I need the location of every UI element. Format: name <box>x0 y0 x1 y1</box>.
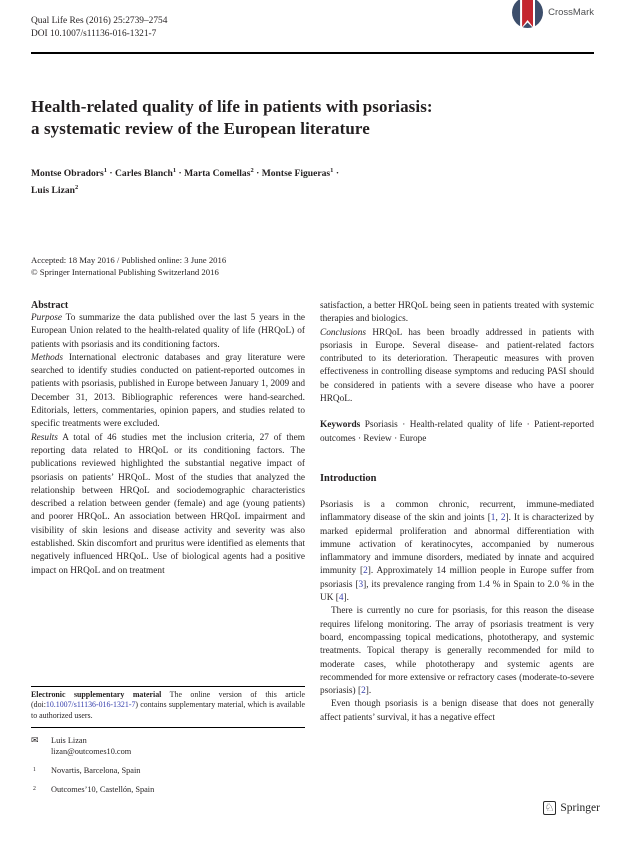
author-name: Marta Comellas$^2$ <box>184 167 254 180</box>
page-header <box>31 0 594 54</box>
methods-label: Methods <box>31 352 64 363</box>
publication-dates <box>31 255 594 279</box>
right-column <box>320 300 594 795</box>
results-text: A total of 46 studies met the inclusion criteria, 27 of them reporting data related to HRQoL or its conditioning factors. The publications reviewed highlighted the substantial negative impact of psoriasis on patients’ HRQoL. Most of the studies that analyzed the relationship between HRQoL and sociodemographic characteristics described a relation between gender (female) and age (young patients) and poorer HRQoL. An association between HRQoL impairment and visibility of skin lesions and disease activity and severity was also established. Skin discomfort and pruritus were identified as elements that negatively influenced HRQoL. Use of biological agents had a positive impact on HRQoL and on treatment <box>31 432 305 576</box>
left-column <box>31 300 305 795</box>
affiliations-list <box>31 765 305 795</box>
author-name: Carles Blanch$^1$ <box>115 167 177 180</box>
supplementary-note <box>31 687 305 727</box>
article-title-line1: Health-related quality of life in patients with psoriasis: <box>31 97 433 116</box>
supplementary-pre: The online version of this article (doi: <box>31 689 305 710</box>
abstract-purpose <box>31 312 305 352</box>
keywords-text: Psoriasis · Health-related quality of life · Patient-reported outcomes · Review · Europe <box>320 420 594 444</box>
springer-horse-icon: ♘ <box>544 802 555 814</box>
springer-label: Springer <box>560 802 600 814</box>
keywords-block <box>320 419 594 446</box>
correspondence-block <box>31 728 305 757</box>
methods-text: International electronic databases and gray literature were searched to identify studies conducted on patient-reported outcomes in patients with psoriasis, published in Europe between January 1, 2009 and December 31, 2013. Bibliographic references were hand-searched. Editorials, letters, commentaries, opinion papers, and studies related to specific treatments were excluded. <box>31 352 305 430</box>
supplementary-post: ) contains supplementary material, which is available to authorized users. <box>31 700 305 720</box>
corresponding-author-email[interactable]: lizan@outcomes10.com <box>51 746 132 756</box>
crossmark-label: CrossMark <box>548 7 594 18</box>
citation-link[interactable]: 3 <box>358 579 364 590</box>
purpose-text: To summarize the data published over the last 5 years in the European Union related to the health-related quality of life (HRQoL) of patients with psoriasis and its conditioning factors. <box>31 312 305 350</box>
article-title-line2: a systematic review of the European literature <box>31 119 370 138</box>
copyright-line: © Springer International Publishing Switzerland 2016 <box>31 267 219 278</box>
doi-line: DOI 10.1007/s11136-016-1321-7 <box>31 29 157 39</box>
affiliation-item: 2 Outcomes’10, Castellón, Spain <box>33 784 155 794</box>
conclusions-label: Conclusions <box>320 327 366 338</box>
author-name: Montse Figueras$^1$ <box>261 167 334 180</box>
affiliation-item: 1 Novartis, Barcelona, Spain <box>33 765 141 775</box>
introduction-paragraphs <box>320 499 594 725</box>
abstract-results <box>31 432 305 578</box>
journal-reference: Qual Life Res (2016) 25:2739–2754 <box>31 16 168 26</box>
citation-link[interactable]: 1 <box>490 513 496 524</box>
supplementary-doi-link[interactable]: 10.1007/s11136-016-1321-7 <box>45 700 136 710</box>
article-title <box>31 96 594 140</box>
citation-link[interactable]: 2 <box>363 566 368 577</box>
intro-paragraph: Psoriasis is a common chronic, recurrent, immune-mediated inflammatory disease of the skin and joints [1, 2]. It is characterized by marked epidermal proliferation and abnormal differentiation with immune activation of keratinocytes, accompanied by numerous inflammatory and immune disorders, mediated by innate and acquired immunity [2]. Approximately 14 million people in Europe suffer from psoriasis [3], its prevalence ranging from 1.4 % in Spain to 2.0 % in the UK [4]. <box>320 499 595 604</box>
article-columns <box>31 300 594 795</box>
purpose-label: Purpose <box>31 312 62 323</box>
conclusions-text: HRQoL has been broadly addressed in patients with psoriasis in Europe. Several disease- and patient-related factors contributed to its deterioration. Therapeutic measures with proven effectiveness in controlling disease symptoms and reducing PASI should be considered in patients with a severe disease who have a poorer HRQoL. <box>320 327 594 405</box>
author-name: Luis Lizan$^2$ <box>31 184 79 197</box>
author-name: Montse Obradors$^1$ <box>31 167 107 180</box>
abstract-heading: Abstract <box>31 299 69 311</box>
results-label: Results <box>31 432 58 443</box>
intro-paragraph: There is currently no cure for psoriasis, for this reason the disease requires lifelong monitoring. The array of psoriasis treatment is very board, encompassing topical medications, phototherapy, and systemic treatments. Topical therapy is generally recommended for mild to moderate cases, while phototherapy and systemic agents are recommended for more extensive or refractory cases (moderate-to-severe psoriasis) [2]. <box>320 606 594 697</box>
crossmark-badge[interactable] <box>512 0 594 28</box>
abstract-methods <box>31 352 305 432</box>
supplementary-label: Electronic supplementary material <box>31 689 162 699</box>
citation-link[interactable]: 2 <box>500 513 506 524</box>
envelope-icon: ✉ <box>31 734 39 745</box>
intro-paragraph: Even though psoriasis is a benign disease that does not generally affect patients’ survival, it has a negative effect <box>320 699 594 723</box>
citation-link[interactable]: 4 <box>338 593 344 604</box>
introduction-heading: Introduction <box>320 472 377 484</box>
citation-link[interactable]: 2 <box>361 686 366 697</box>
crossmark-icon <box>512 0 543 28</box>
corresponding-author-name: Luis Lizan <box>51 735 87 745</box>
accepted-line: Accepted: 18 May 2016 / Published online: 3 June 2016 <box>31 255 227 266</box>
header-divider <box>31 52 594 54</box>
springer-logo <box>543 801 600 815</box>
abstract-conclusions <box>320 327 594 407</box>
footnotes-block <box>31 686 305 795</box>
abstract-results-continued: satisfaction, a better HRQoL being seen in patients treated with systemic therapies and biologics. <box>320 300 594 325</box>
keywords-label: Keywords <box>320 420 361 431</box>
crossmark-bookmark-icon <box>522 0 533 27</box>
author-list: Montse Obradors$^1$ · Carles Blanch$^1$ · Marta Comellas$^2$ · Montse Figueras$^1$ · Luis Lizan$^2$ <box>31 167 340 197</box>
